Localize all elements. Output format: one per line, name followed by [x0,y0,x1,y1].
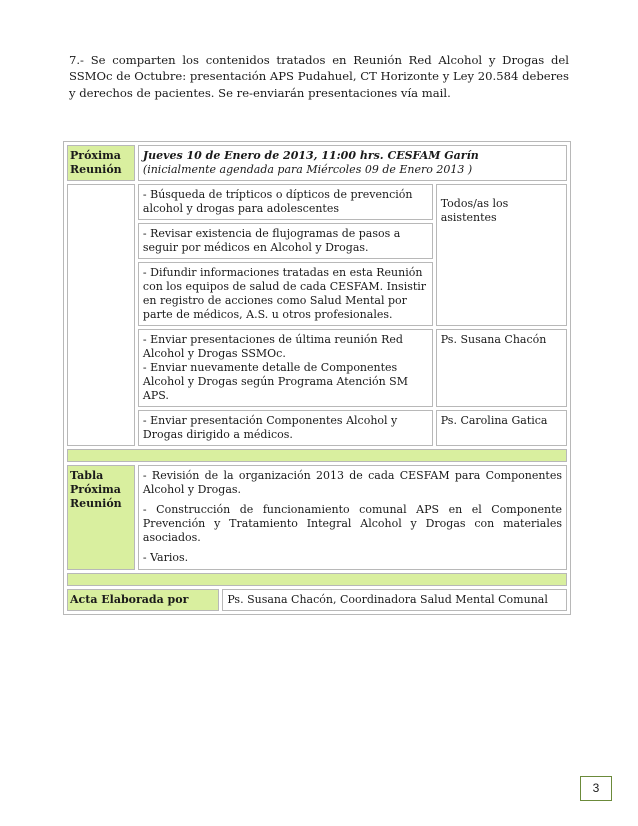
separator-row [67,573,567,586]
task-text: - Búsqueda de trípticos o dípticos de prevención alcohol y drogas para adolescentes [138,184,433,220]
intro-paragraph: 7.- Se comparten los contenidos tratados en Reunión Red Alcohol y Drogas del SSMOc de Octubre: presentación APS Pudahuel, CT Horizonte y Ley 20.584 deberes y derechos de pacientes. Se re-enviarán presentaciones vía mail. [69,53,569,100]
task-row [67,410,567,446]
task-row [67,184,567,220]
separator-row [67,449,567,462]
tabla-item: - Revisión de la organización 2013 de cada CESFAM para Componentes Alcohol y Drogas. [142,469,562,496]
minutes-table [63,141,571,615]
tasks-label-cell [67,184,135,446]
acta-value: Ps. Susana Chacón, Coordinadora Salud Mental Comunal [222,589,567,611]
separator-cell [67,449,567,462]
task-owner: Todos/as los asistentes [436,184,567,326]
task-text: - Revisar existencia de flujogramas de pasos a seguir por médicos en Alcohol y Drogas. [138,223,433,259]
task-owner: Ps. Carolina Gatica [436,410,567,446]
task-row [67,329,567,407]
meeting-note: (inicialmente agendada para Miércoles 09 de Enero 2013 ) [142,163,473,176]
page-number: 3 [580,776,612,801]
proxima-reunion-label: Próxima Reunión [67,145,135,181]
task-owner: Ps. Susana Chacón [436,329,567,407]
tabla-item: - Varios. [142,551,189,564]
tabla-item: - Construcción de funcionamiento comunal APS en el Componente Prevención y Tratamiento Integral Alcohol y Drogas con materiales asociados. [142,503,562,544]
meeting-details [138,145,567,181]
acta-label: Acta Elaborada por [67,589,219,611]
separator-cell [67,573,567,586]
proxima-reunion-row [67,145,567,181]
tabla-items [138,465,567,570]
task-text: - Enviar presentaciones de última reunión Red Alcohol y Drogas SSMOc. - Enviar nuevamente detalle de Componentes Alcohol y Drogas según Programa Atención SM APS. [138,329,433,407]
acta-row [67,589,567,611]
task-text: - Enviar presentación Componentes Alcohol y Drogas dirigido a médicos. [138,410,433,446]
task-text: - Difundir informaciones tratadas en esta Reunión con los equipos de salud de cada CESFAM. Insistir en registro de acciones como Salud Mental por parte de médicos, A.S. u otros profesionales. [138,262,433,326]
tabla-label: Tabla Próxima Reunión [67,465,135,570]
meeting-date: Jueves 10 de Enero de 2013, 11:00 hrs. CESFAM Garín [142,149,479,162]
tabla-row [67,465,567,570]
